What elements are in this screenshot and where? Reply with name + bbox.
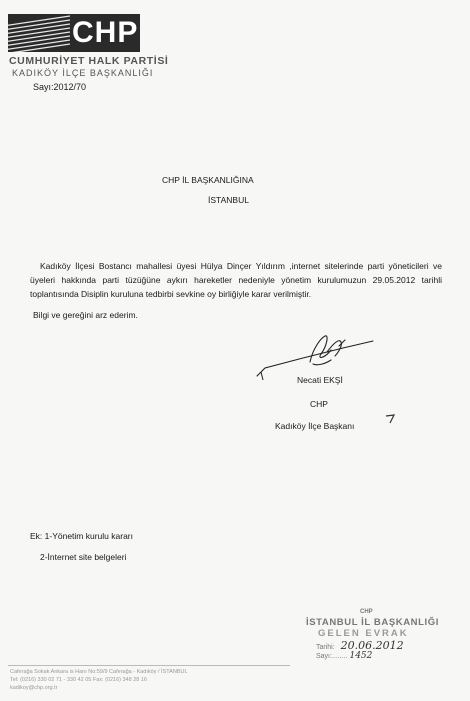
handwritten-signature	[255, 328, 375, 382]
signatory-party: CHP	[310, 399, 328, 409]
recipient-line-2: İSTANBUL	[208, 195, 249, 205]
received-stamp	[300, 609, 450, 665]
stamp-date-value: 20.06.2012	[340, 639, 404, 652]
closing-line: Bilgi ve gereğini arz ederim.	[33, 310, 138, 320]
attachment-1: Ek: 1-Yönetim kurulu kararı	[30, 531, 133, 541]
chp-logo	[8, 14, 140, 52]
footer	[10, 668, 310, 692]
logo-text: CHP	[72, 16, 139, 49]
recipient-line-1: CHP İL BAŞKANLIĞINA	[162, 175, 254, 185]
stamp-office: İSTANBUL İL BAŞKANLIĞI	[306, 617, 440, 628]
signatory-title: Kadıköy İlçe Başkanı	[275, 421, 355, 431]
footer-email: kadikoy@chp.org.tr	[10, 685, 58, 691]
stamp-number-label: Sayı:........	[316, 653, 348, 660]
pen-mark	[384, 413, 398, 425]
branch-name: KADIKÖY İLÇE BAŞKANLIĞI	[12, 68, 154, 78]
reference-number: Sayı:2012/70	[33, 82, 87, 92]
party-name: CUMHURİYET HALK PARTİSİ	[9, 55, 169, 67]
attachment-2: 2-İnternet site belgeleri	[40, 552, 127, 562]
stamp-number-value: 1452	[349, 651, 373, 661]
body-paragraph: Kadıköy İlçesi Bostancı mahallesi üyesi Hülya Dinçer Yıldırım ,internet sitelerinde parti yöneticileri ve üyeleri hakkında parti tüzüğüne aykırı hareketler nedeniyle yönetim kurulumuzun 29.05.2012 tarihli toplantısında Disiplin kuruluna tedbirbi sevkine oy birliğiyle karar verilmiştir.	[30, 261, 442, 299]
stamp-number-row	[316, 652, 372, 661]
footer-address: Caferağa Sokak Ankara is Hanı No:59/9 Caferağa - Kadıköy / İSTANBUL	[10, 669, 188, 675]
footer-divider	[8, 665, 290, 666]
logo-stripes-graphic	[8, 14, 70, 52]
stamp-top: CHP	[360, 609, 373, 615]
letter-body	[30, 259, 442, 301]
signatory-name: Necati EKŞİ	[297, 375, 343, 385]
stamp-date-label: Tarihi:	[316, 644, 335, 651]
footer-phone: Tel: (0216) 330 02 71 - 330 42 05 Fax: (0216) 348 28 16	[10, 677, 147, 683]
stamp-incoming: GELEN EVRAK	[318, 628, 409, 639]
